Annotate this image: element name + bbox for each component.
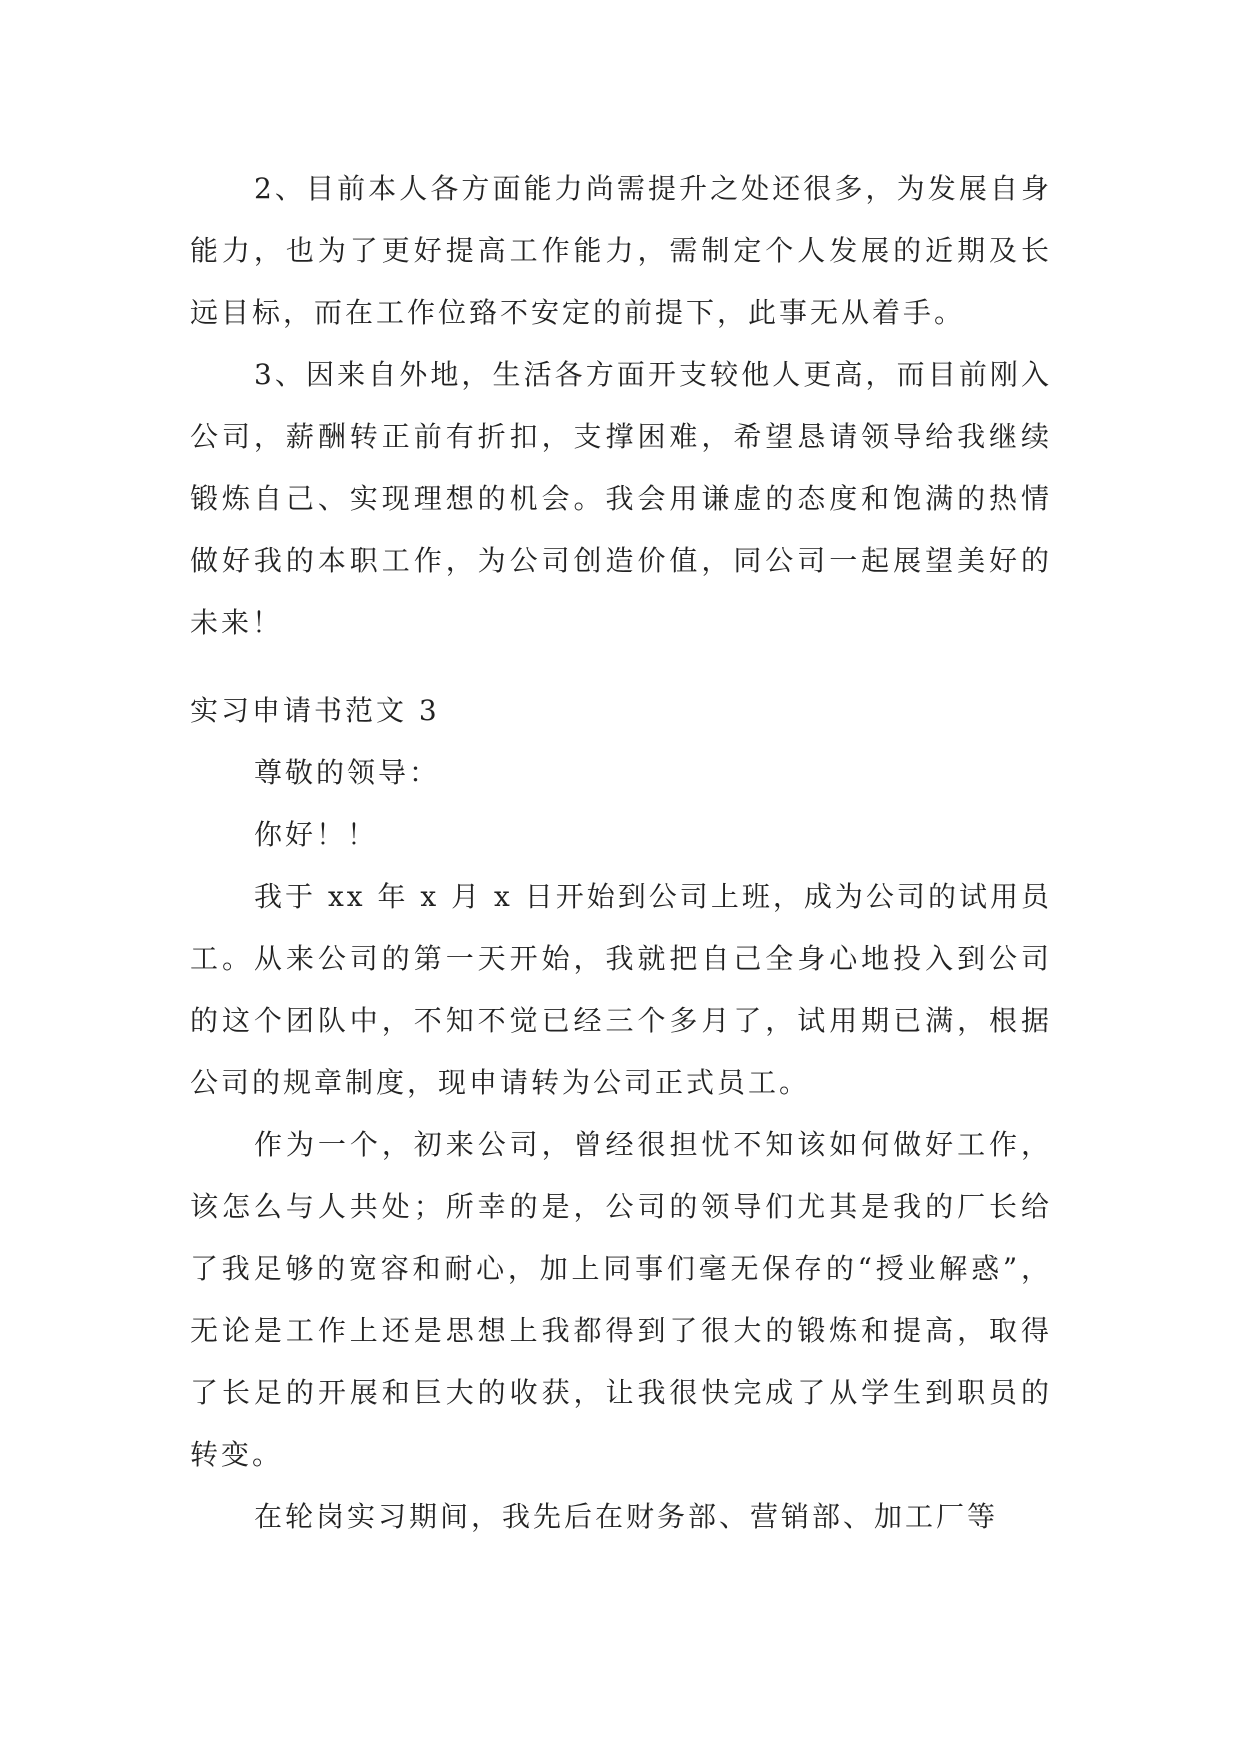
paragraph-rotation: 在轮岗实习期间，我先后在财务部、营销部、加工厂等	[254, 1500, 999, 1533]
paragraph-item-2: 2、目前本人各方面能力尚需提升之处还很多，为发展自身能力，也为了更好提高工作能力，需制定个人发展的近期及长远目标，而在工作位臵不安定的前提下，此事无从着手。	[190, 172, 1052, 329]
paragraph-start-date: 我于 xx 年 x 月 x 日开始到公司上班，成为公司的试用员工。从来公司的第一天开始，我就把自己全身心地投入到公司的这个团队中，不知不觉已经三个多月了，试用期已满，根据公司的规章制度，现申请转为公司正式员工。	[190, 880, 1052, 1099]
paragraph-experience: 作为一个，初来公司，曾经很担忧不知该如何做好工作，该怎么与人共处；所幸的是，公司的领导们尤其是我的厂长给了我足够的宽容和耐心，加上同事们毫无保存的“授业解惑”，无论是工作上还是思想上我都得到了很大的锻炼和提高，取得了长足的开展和巨大的收获，让我很快完成了从学生到职员的转变。	[190, 1128, 1052, 1471]
paragraph-item-3: 3、因来自外地，生活各方面开支较他人更高，而目前刚入公司，薪酬转正前有折扣，支撑困难，希望恳请领导给我继续锻炼自己、实现理想的机会。我会用谦虚的态度和饱满的热情做好我的本职工作，为公司创造价值，同公司一起展望美好的未来！	[190, 358, 1052, 639]
greeting-line: 尊敬的领导：	[254, 756, 441, 789]
hello-line: 你好！！	[254, 818, 379, 851]
document-body	[190, 158, 1052, 1548]
section-title: 实习申请书范文 3	[190, 694, 440, 727]
